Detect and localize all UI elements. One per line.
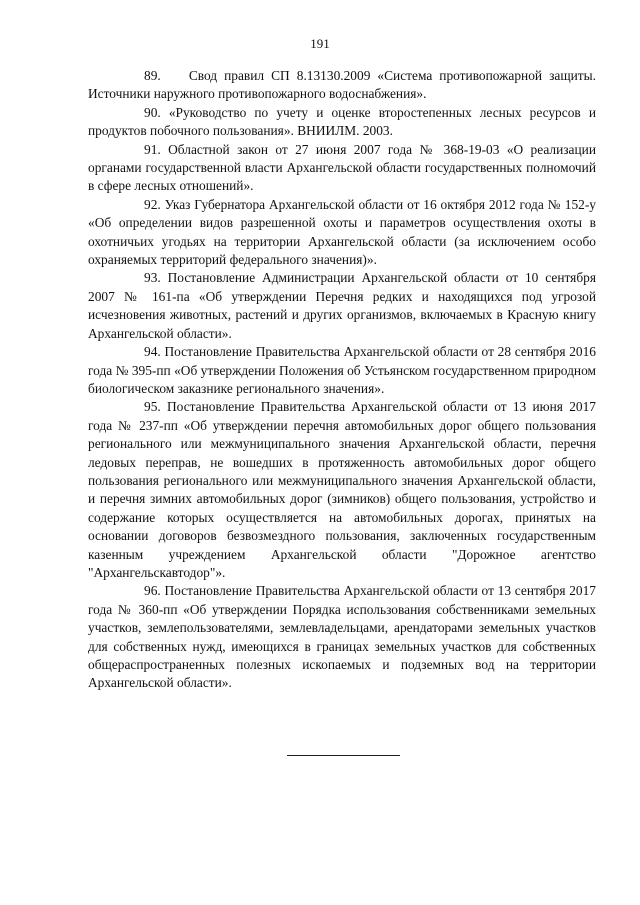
reference-item-92: 92. Указ Губернатора Архангельской области от 16 октября 2012 года № 152-у «Об определении видов разрешенной охоты и параметров осуществления охоты в охотничьих угодьях на территории Архангельской области (за исключением особо охраняемых территорий федерального значения)». [88,196,596,268]
end-divider-line [287,755,400,756]
reference-item-96: 96. Постановление Правительства Архангельской области от 13 сентября 2017 года № 360-пп «Об утверждении Порядка использования собственниками земельных участков, землепользователями, землевладельцами, арендаторами земельных участков для собственных нужд, имеющихся в границах земельных участков для собственных общераспространенных полезных ископаемых и подземных вод на территории Архангельской области». [88,583,596,691]
reference-item-95: 95. Постановление Правительства Архангельской области от 13 июня 2017 года № 237-пп «Об утверждении перечня автомобильных дорог общего пользования регионального или межмуниципального значения Архангельской области, перечня ледовых переправ, не вошедших в протяженность автомобильных дорог общего пользования регионального или межмуниципального значения Архангельской области, и перечня зимних автомобильных дорог (зимников) общего пользования, устройство и содержание которых осуществляется на автомобильных дорогах, принятых на основании договоров безвозмездного пользования, заключенных государственным казенным учреждением Архангельской области "Дорожное агентство "Архангельскавтодор"». [88,399,596,580]
reference-item-94: 94. Постановление Правительства Архангельской области от 28 сентября 2016 года № 395-пп «Об утверждении Положения об Устьянском государственном природном биологическом заказнике регионального значения». [88,344,596,396]
reference-list [88,67,596,693]
reference-item-93: 93. Постановление Администрации Архангельской области от 10 сентября 2007 № 161-па «Об утверждении Перечня редких и находящихся под угрозой исчезновения животных, растений и других организмов, включаемых в Красную книгу Архангельской области». [88,270,596,341]
reference-item-91: 91. Областной закон от 27 июня 2007 года № 368-19-03 «О реализации органами государственной власти Архангельской области государственных полномочий в сфере лесных отношений». [88,141,596,194]
page-number: 191 [310,36,330,51]
reference-item-90: 90. «Руководство по учету и оценке второстепенных лесных ресурсов и продуктов побочного пользования». ВНИИЛМ. 2003. [88,104,596,139]
reference-item-89: 89. Свод правил СП 8.13130.2009 «Система противопожарной защиты. Источники наружного противопожарного водоснабжения». [88,68,596,102]
